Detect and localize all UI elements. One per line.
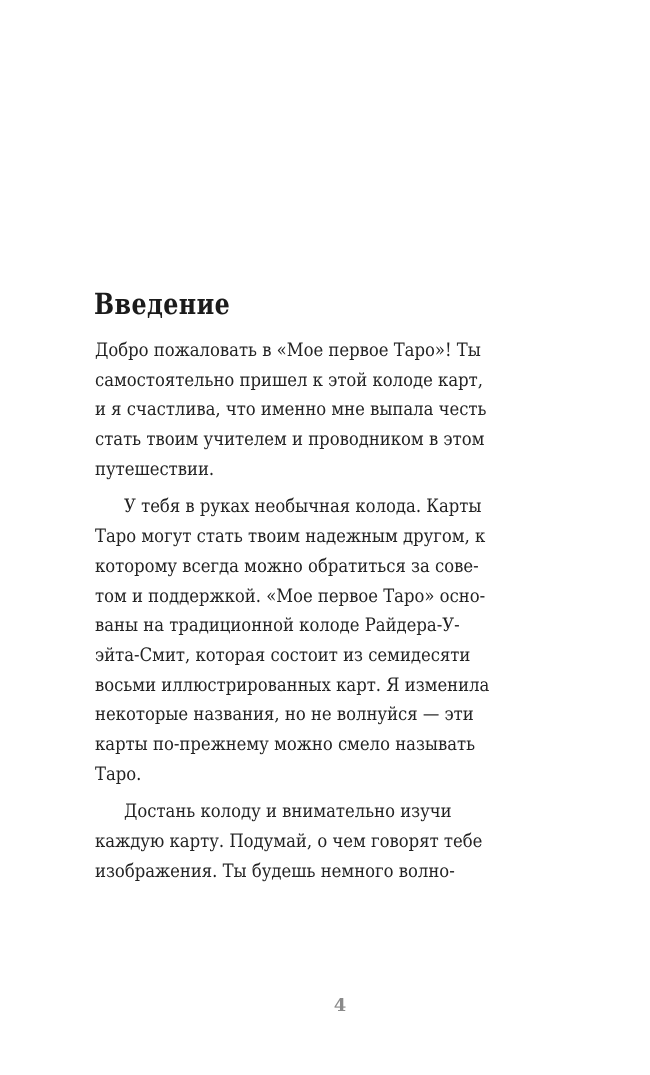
text-line: восьми иллюстрированных карт. Я изменила — [95, 673, 490, 696]
text-line: Таро. — [95, 762, 142, 785]
text-line: которому всегда можно обратиться за сове- — [95, 554, 479, 577]
text-line: самостоятельно пришел к этой колоде карт, — [95, 368, 483, 391]
text-line: изображения. Ты будешь немного волно- — [95, 859, 455, 882]
text-line: каждую карту. Подумай, о чем говорят тебе — [95, 830, 483, 852]
text-line: стать твоим учителем и проводником в этом — [95, 428, 485, 451]
text-line: Таро могут стать твоим надежным другом, к — [95, 525, 486, 548]
text-line: путешествии. — [95, 457, 215, 480]
text-line: и я счастлива, что именно мне выпала честь — [95, 398, 487, 421]
text-line: некоторые названия, но не волнуйся — эти — [95, 703, 474, 726]
chapter-title: Введение — [94, 287, 231, 321]
text-line: Достань колоду и внимательно изучи — [124, 800, 452, 823]
paragraph-2 — [95, 492, 575, 789]
page-number: 4 — [333, 995, 347, 1016]
text-line: эйта-Смит, которая состоит из семидесяти — [95, 643, 471, 666]
chapter-body — [95, 336, 575, 894]
text-line: карты по-прежнему можно смело называть — [95, 732, 476, 755]
text-line: Добро пожаловать в «Мое первое Таро»! Ты — [95, 339, 481, 361]
paragraph-1 — [95, 336, 575, 484]
text-line: том и поддержкой. «Мое первое Таро» осно- — [95, 584, 486, 607]
text-line: ваны на традиционной колоде Райдера-У- — [95, 614, 460, 637]
text-line: У тебя в руках необычная колода. Карты — [124, 495, 482, 518]
paragraph-3 — [95, 797, 575, 886]
